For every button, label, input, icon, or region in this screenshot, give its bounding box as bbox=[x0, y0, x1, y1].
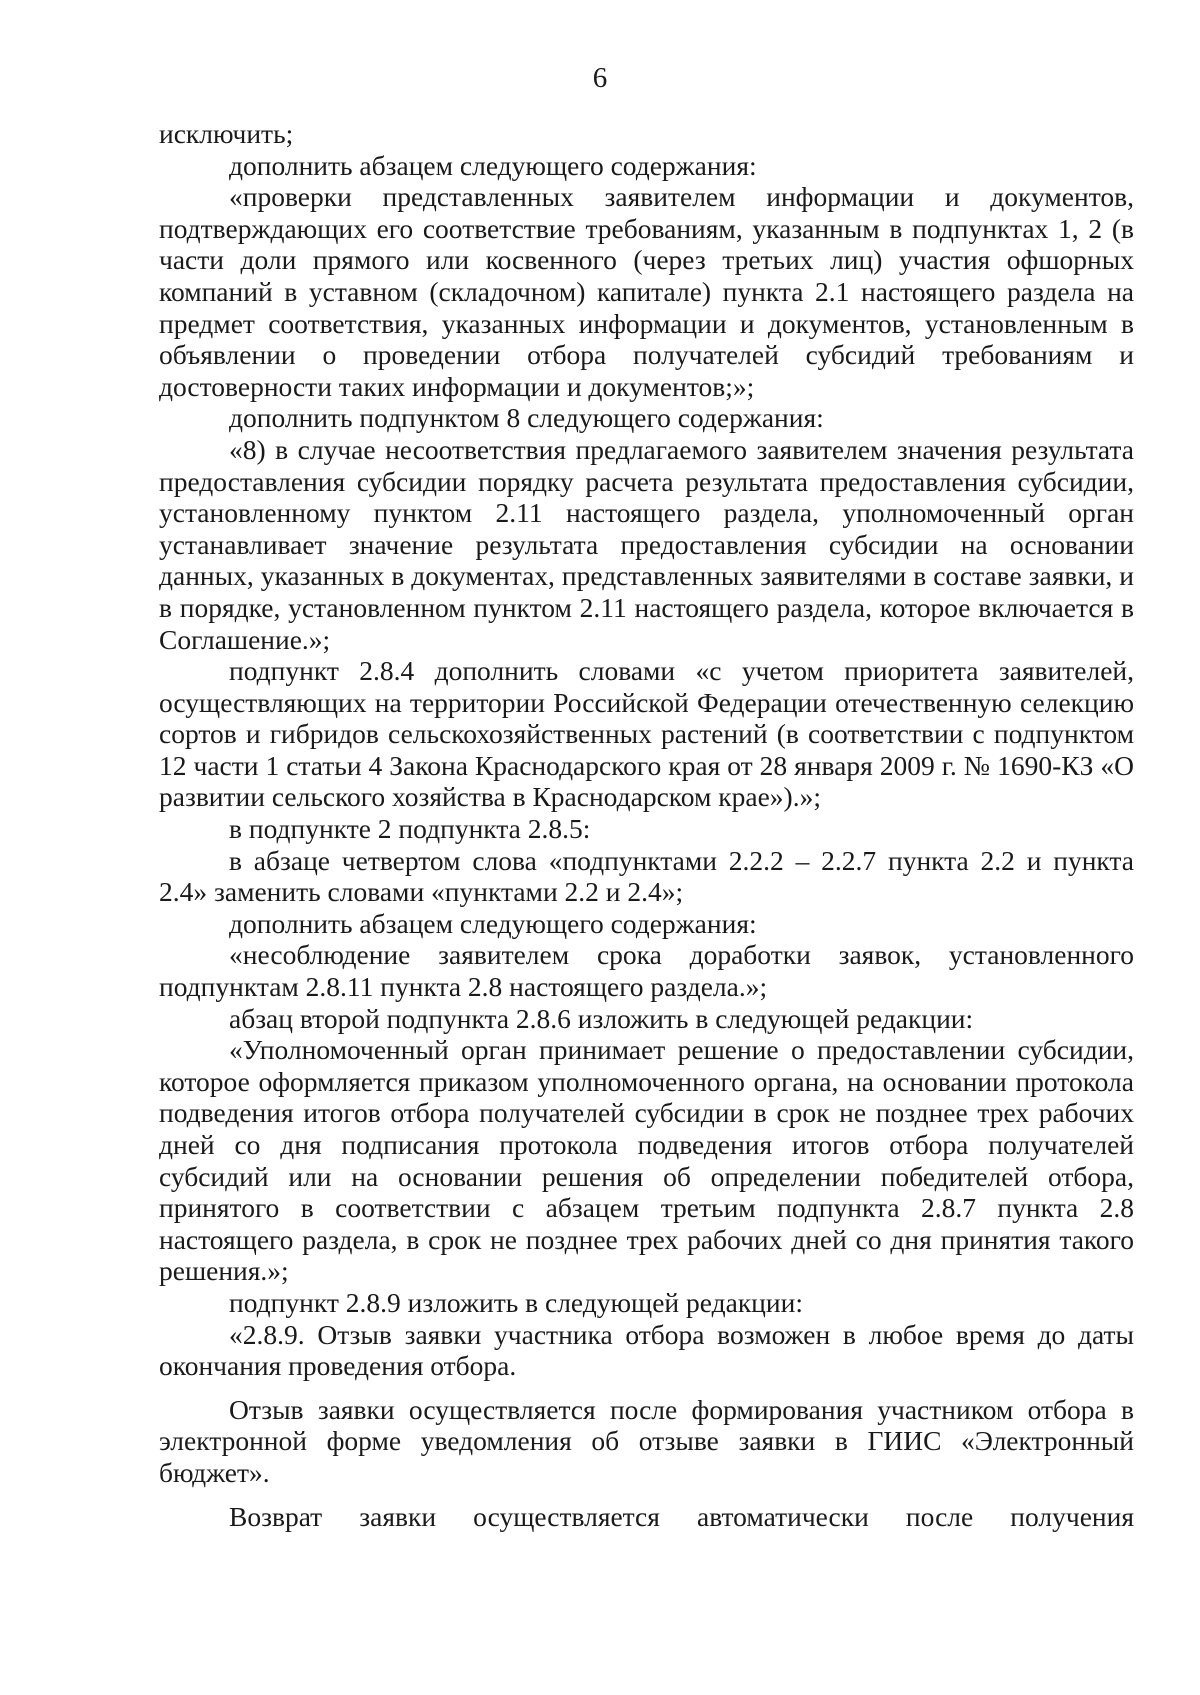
paragraph: «проверки представленных заявителем информации и документов, подтверждающих его соответствие требованиям, указанным в подпунктах 1, 2 (в части доли прямого или косвенного (через третьих лиц) участия офшорных компаний в уставном (складочном) капитале) пункта 2.1 настоящего раздела на предмет соответствия, указанных информации и документов, установленным в объявлении о проведении отбора получателей субсидий требованиям и достоверности таких информации и документов;»; bbox=[159, 181, 1134, 402]
paragraph: Возврат заявки осуществляется автоматически после получения bbox=[229, 1500, 1134, 1532]
paragraph: Отзыв заявки осуществляется после формирования участником отбора в электронной форме уведомления об отзыве заявки в ГИИС «Электронный бюджет». bbox=[159, 1393, 1134, 1488]
paragraph: дополнить абзацем следующего содержания: bbox=[229, 907, 757, 939]
paragraph: в абзаце четвертом слова «подпунктами 2.2.2 – 2.2.7 пункта 2.2 и пункта 2.4» заменить словами «пунктами 2.2 и 2.4»; bbox=[159, 844, 1134, 908]
paragraph: абзац второй подпункта 2.8.6 изложить в следующей редакции: bbox=[229, 1002, 974, 1034]
paragraph: «Уполномоченный орган принимает решение о предоставлении субсидии, которое оформляется приказом уполномоченного органа, на основании протокола подведения итогов отбора получателей субсидии в срок не позднее трех рабочих дней со дня подписания протокола подведения итогов отбора получателей субсидий или на основании решения об определении победителей отбора, принятого в соответствии с абзацем третьим подпункта 2.8.7 пункта 2.8 настоящего раздела, в срок не позднее трех рабочих дней со дня принятия такого решения.»; bbox=[159, 1034, 1134, 1287]
paragraph: дополнить абзацем следующего содержания: bbox=[229, 149, 757, 181]
paragraph: исключить; bbox=[159, 118, 294, 149]
page-number: 6 bbox=[592, 62, 608, 94]
paragraph: в подпункте 2 подпункта 2.8.5: bbox=[229, 813, 591, 845]
paragraph: дополнить подпунктом 8 следующего содержания: bbox=[229, 402, 824, 434]
paragraph: «8) в случае несоответствия предлагаемого заявителем значения результата предоставления субсидии порядку расчета результата предоставления субсидии, установленному пунктом 2.11 настоящего раздела, уполномоченный орган устанавливает значение результата предоставления субсидии на основании данных, указанных в документах, представленных заявителями в составе заявки, и в порядке, установленном пунктом 2.11 настоящего раздела, которое включается в Соглашение.»; bbox=[159, 433, 1134, 655]
paragraph: «2.8.9. Отзыв заявки участника отбора возможен в любое время до даты окончания проведения отбора. bbox=[159, 1318, 1134, 1382]
document-body bbox=[159, 118, 1134, 1532]
paragraph: подпункт 2.8.4 дополнить словами «с учетом приоритета заявителей, осуществляющих на территории Российской Федерации отечественную селекцию сортов и гибридов сельскохозяйственных растений (в соответствии с подпунктом 12 части 1 статьи 4 Закона Краснодарского края от 28 января 2009 г. № 1690-КЗ «О развитии сельского хозяйства в Краснодарском крае»).»; bbox=[159, 655, 1134, 813]
paragraph: «несоблюдение заявителем срока доработки заявок, установленного подпунктам 2.8.11 пункта 2.8 настоящего раздела.»; bbox=[159, 939, 1134, 1003]
paragraph: подпункт 2.8.9 изложить в следующей редакции: bbox=[229, 1286, 803, 1318]
